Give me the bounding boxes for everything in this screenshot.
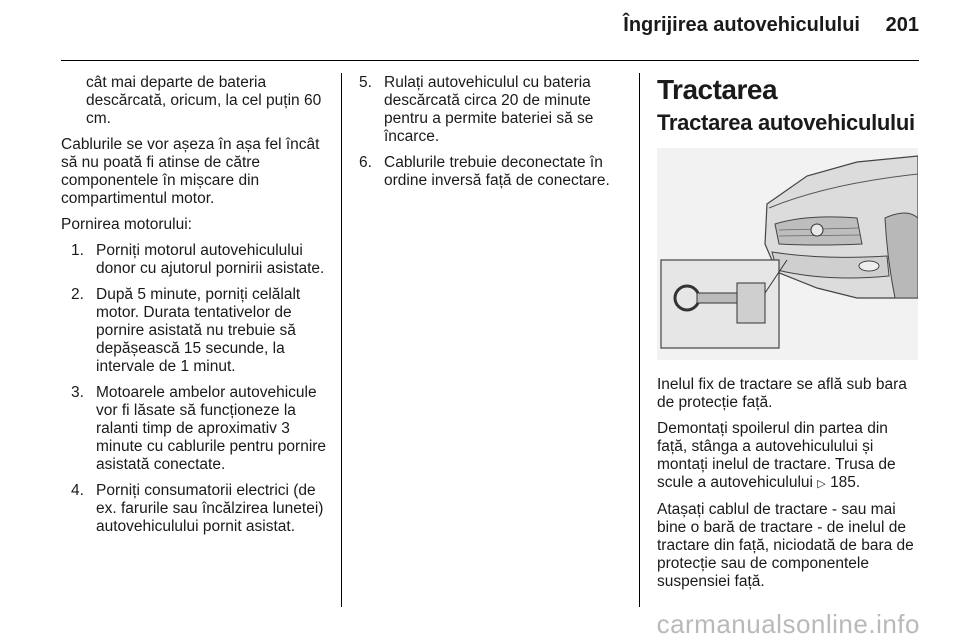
step-text: Rulați autovehiculul cu bateria descărcată circa 20 de minute pentru a permite bateriei să se încarce. (384, 74, 594, 145)
step-text: După 5 minute, porniți celălalt motor. Durata tentativelor de pornire asistată nu trebuie să depășească 15 secunde, la intervale de 1 minut. (96, 286, 301, 375)
car-front-drawing (657, 148, 918, 360)
page-reference-link[interactable]: 185. (830, 474, 861, 491)
step-text: Porniți consumatorii electrici (de ex. farurile sau încălzirea lunetei) autovehiculului pornit asistat. (96, 482, 324, 535)
subsection-heading: Tractarea autovehiculului (657, 110, 915, 135)
instruction-text: Demontați spoilerul din partea din față, stânga a autovehiculului și montați inelul de tractare. Trusa de scule a autovehiculului (657, 420, 896, 491)
column-divider-2 (639, 73, 640, 607)
page-reference-icon: ▷ (817, 478, 826, 490)
towing-cable-warning: Atașați cablul de tractare - sau mai bine o bară de tractare - de inelul de tractare din față, niciodată de bara de protecție sau de componentele suspensiei față. (657, 501, 914, 590)
list-item (71, 482, 333, 536)
header-title: Îngrijirea autovehiculului (623, 14, 860, 36)
step-text: Porniți motorul autovehiculului donor cu ajutorul pornirii asistate. (96, 242, 325, 277)
column-divider-1 (341, 73, 342, 607)
page-number: 201 (885, 14, 919, 36)
list-item (359, 154, 621, 190)
list-item (71, 384, 333, 474)
start-steps-list (71, 242, 333, 536)
step-number: 5. (359, 74, 372, 91)
step-number: 3. (71, 384, 84, 401)
continuation-text: cât mai departe de bateria descărcată, oricum, la cel puțin 60 cm. (86, 74, 322, 127)
list-item (71, 286, 333, 376)
column-2 (359, 74, 621, 198)
column-3 (657, 74, 919, 599)
list-item (71, 242, 333, 278)
step-text: Cablurile trebuie deconectate în ordine inversă față de conectare. (384, 154, 610, 189)
step-number: 1. (71, 242, 84, 259)
finish-steps-list (359, 74, 621, 190)
step-number: 4. (71, 482, 84, 499)
step-number: 6. (359, 154, 372, 171)
towing-eye-illustration (657, 148, 918, 360)
step-number: 2. (71, 286, 84, 303)
engine-start-label: Pornirea motorului: (61, 216, 192, 233)
list-item (359, 74, 621, 146)
towing-instructions (657, 420, 919, 493)
towing-eye-location: Inelul fix de tractare se află sub bara de protecție față. (657, 376, 907, 411)
step-text: Motoarele ambelor autovehicule vor fi lăsate să funcționeze la ralanti timp de aproximativ 3 minute cu cablurile pentru pornire asistată conectate. (96, 384, 327, 473)
footer-watermark: carmanualsonline.info (656, 609, 920, 639)
section-heading: Tractarea (657, 74, 778, 105)
header-rule (61, 60, 919, 61)
cable-paragraph: Cablurile se vor așeza în așa fel încât să nu poată fi atinse de către componentele în mișcare din compartimentul motor. (61, 136, 320, 207)
column-1 (61, 74, 333, 544)
